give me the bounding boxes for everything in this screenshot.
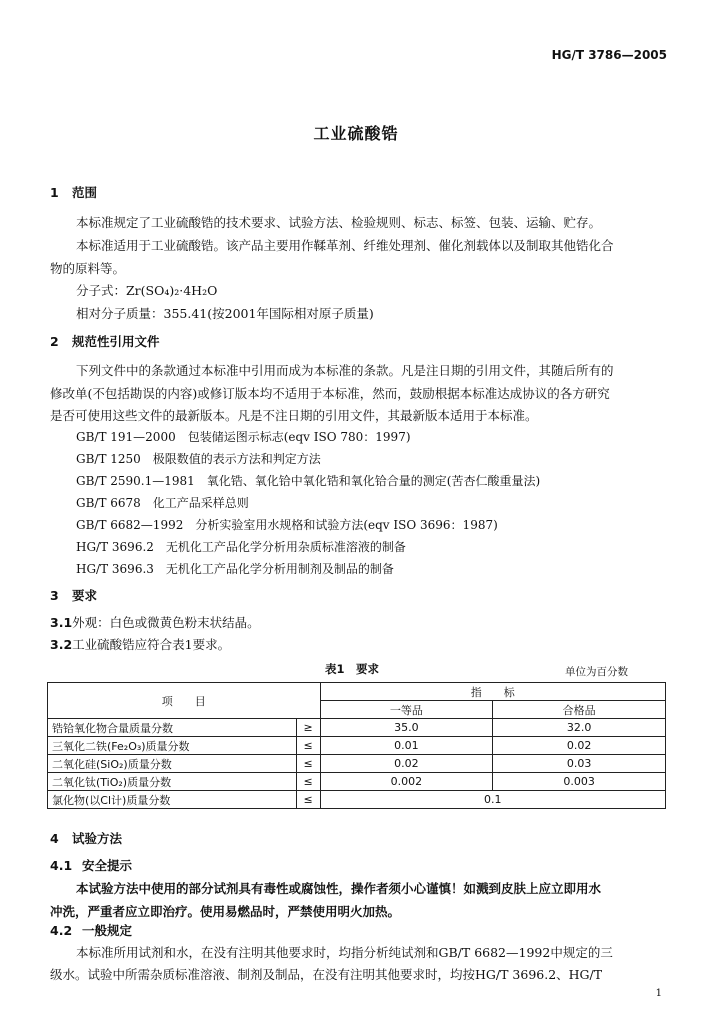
row-qualified-grade: 32.0 <box>493 719 666 737</box>
clause-text: 工业硫酸锆应符合表1要求。 <box>72 637 231 652</box>
clause-3-2 <box>50 635 230 653</box>
section-3-heading <box>50 586 97 604</box>
row-comparator: ≤ <box>296 791 320 809</box>
reference-item: GB/T 1250 极限数值的表示方法和判定方法 <box>76 452 321 466</box>
section-1-heading <box>50 183 97 201</box>
references-paragraph-3: 是否可使用这些文件的最新版本。凡是不注日期的引用文件，其最新版本适用于本标准。 <box>50 408 538 423</box>
table-row <box>48 737 666 755</box>
section-number: 2 <box>50 334 59 349</box>
clause-4-1-heading <box>50 856 132 874</box>
scope-paragraph-2-cont: 物的原料等。 <box>50 261 126 276</box>
row-merged-value: 0.1 <box>320 791 665 809</box>
page-number: 1 <box>655 988 662 999</box>
row-comparator: ≤ <box>296 755 320 773</box>
row-item: 二氧化钛(TiO₂)质量分数 <box>48 773 297 791</box>
reference-item: GB/T 6682—1992 分析实验室用水规格和试验方法(eqv ISO 3696：1987) <box>76 518 498 532</box>
table-row <box>48 791 666 809</box>
section-number: 3 <box>50 588 59 603</box>
requirements-table <box>47 682 666 809</box>
clause-title: 一般规定 <box>82 923 133 938</box>
header-first-grade: 一等品 <box>320 701 493 719</box>
clause-number: 3.1 <box>50 615 73 630</box>
section-2-heading <box>50 332 160 350</box>
scope-paragraph-2: 本标准适用于工业硫酸锆。该产品主要用作鞣革剂、纤维处理剂、催化剂载体以及制取其他锆化合 <box>76 238 614 253</box>
header-index: 指 标 <box>320 683 665 701</box>
table-row <box>48 773 666 791</box>
references-paragraph-1: 下列文件中的条款通过本标准中引用而成为本标准的条款。凡是注日期的引用文件，其随后所有的 <box>76 363 614 378</box>
clause-number: 4.2 <box>50 923 73 938</box>
section-title: 试验方法 <box>72 831 123 846</box>
row-item: 氯化物(以Cl计)质量分数 <box>48 791 297 809</box>
table-unit: 单位为百分数 <box>565 666 628 678</box>
reference-item: GB/T 2590.1—1981 氧化锆、氧化铪中氧化锆和氧化铪合量的测定(苦杏仁酸重量法) <box>76 474 541 488</box>
section-number: 4 <box>50 831 59 846</box>
table-row <box>48 755 666 773</box>
row-comparator: ≥ <box>296 719 320 737</box>
scope-paragraph-1: 本标准规定了工业硫酸锆的技术要求、试验方法、检验规则、标志、标签、包装、运输、贮存。 <box>76 215 602 230</box>
clause-3-1 <box>50 613 260 631</box>
molecular-formula: 分子式：Zr(SO₄)₂·4H₂O <box>76 283 218 298</box>
document-code: HG/T 3786—2005 <box>551 48 667 62</box>
row-qualified-grade: 0.03 <box>493 755 666 773</box>
header-qualified-grade: 合格品 <box>493 701 666 719</box>
safety-paragraph-1: 本试验方法中使用的部分试剂具有毒性或腐蚀性，操作者须小心谨慎！如溅到皮肤上应立即用水 <box>76 881 602 896</box>
clause-number: 3.2 <box>50 637 73 652</box>
clause-text: 外观：白色或微黄色粉末状结晶。 <box>72 615 260 630</box>
section-title: 范围 <box>72 185 98 200</box>
molecular-mass: 相对分子质量：355.41(按2001年国际相对原子质量) <box>76 306 374 321</box>
header-item: 项 目 <box>48 683 321 719</box>
document-title: 工业硫酸锆 <box>313 124 399 143</box>
row-comparator: ≤ <box>296 737 320 755</box>
table-header-row <box>48 683 666 701</box>
reference-item: GB/T 191—2000 包装储运图示标志(eqv ISO 780：1997) <box>76 430 411 444</box>
table-caption: 表1 要求 <box>325 662 380 676</box>
safety-paragraph-2: 冲洗，严重者应立即治疗。使用易燃品时，严禁使用明火加热。 <box>50 904 401 919</box>
table-row <box>48 719 666 737</box>
reference-item: HG/T 3696.3 无机化工产品化学分析用制剂及制品的制备 <box>76 562 394 576</box>
row-qualified-grade: 0.02 <box>493 737 666 755</box>
general-paragraph-2: 级水。试验中所需杂质标准溶液、制剂及制品，在没有注明其他要求时，均按HG/T 3696.2、HG/T <box>50 967 603 982</box>
row-first-grade: 0.002 <box>320 773 493 791</box>
row-first-grade: 0.02 <box>320 755 493 773</box>
row-qualified-grade: 0.003 <box>493 773 666 791</box>
section-title: 要求 <box>72 588 98 603</box>
clause-title: 安全提示 <box>82 858 133 873</box>
section-4-heading <box>50 829 122 847</box>
row-item: 锆铪氧化物合量质量分数 <box>48 719 297 737</box>
section-number: 1 <box>50 185 59 200</box>
clause-4-2-heading <box>50 921 132 939</box>
row-comparator: ≤ <box>296 773 320 791</box>
reference-item: HG/T 3696.2 无机化工产品化学分析用杂质标准溶液的制备 <box>76 540 406 554</box>
clause-number: 4.1 <box>50 858 73 873</box>
reference-item: GB/T 6678 化工产品采样总则 <box>76 496 249 510</box>
row-item: 二氧化硅(SiO₂)质量分数 <box>48 755 297 773</box>
row-item: 三氧化二铁(Fe₂O₃)质量分数 <box>48 737 297 755</box>
general-paragraph-1: 本标准所用试剂和水，在没有注明其他要求时，均指分析纯试剂和GB/T 6682—1992中规定的三 <box>76 945 613 960</box>
references-paragraph-2: 修改单(不包括勘误的内容)或修订版本均不适用于本标准，然而，鼓励根据本标准达成协议的各方研究 <box>50 386 610 401</box>
row-first-grade: 0.01 <box>320 737 493 755</box>
section-title: 规范性引用文件 <box>72 334 160 349</box>
row-first-grade: 35.0 <box>320 719 493 737</box>
